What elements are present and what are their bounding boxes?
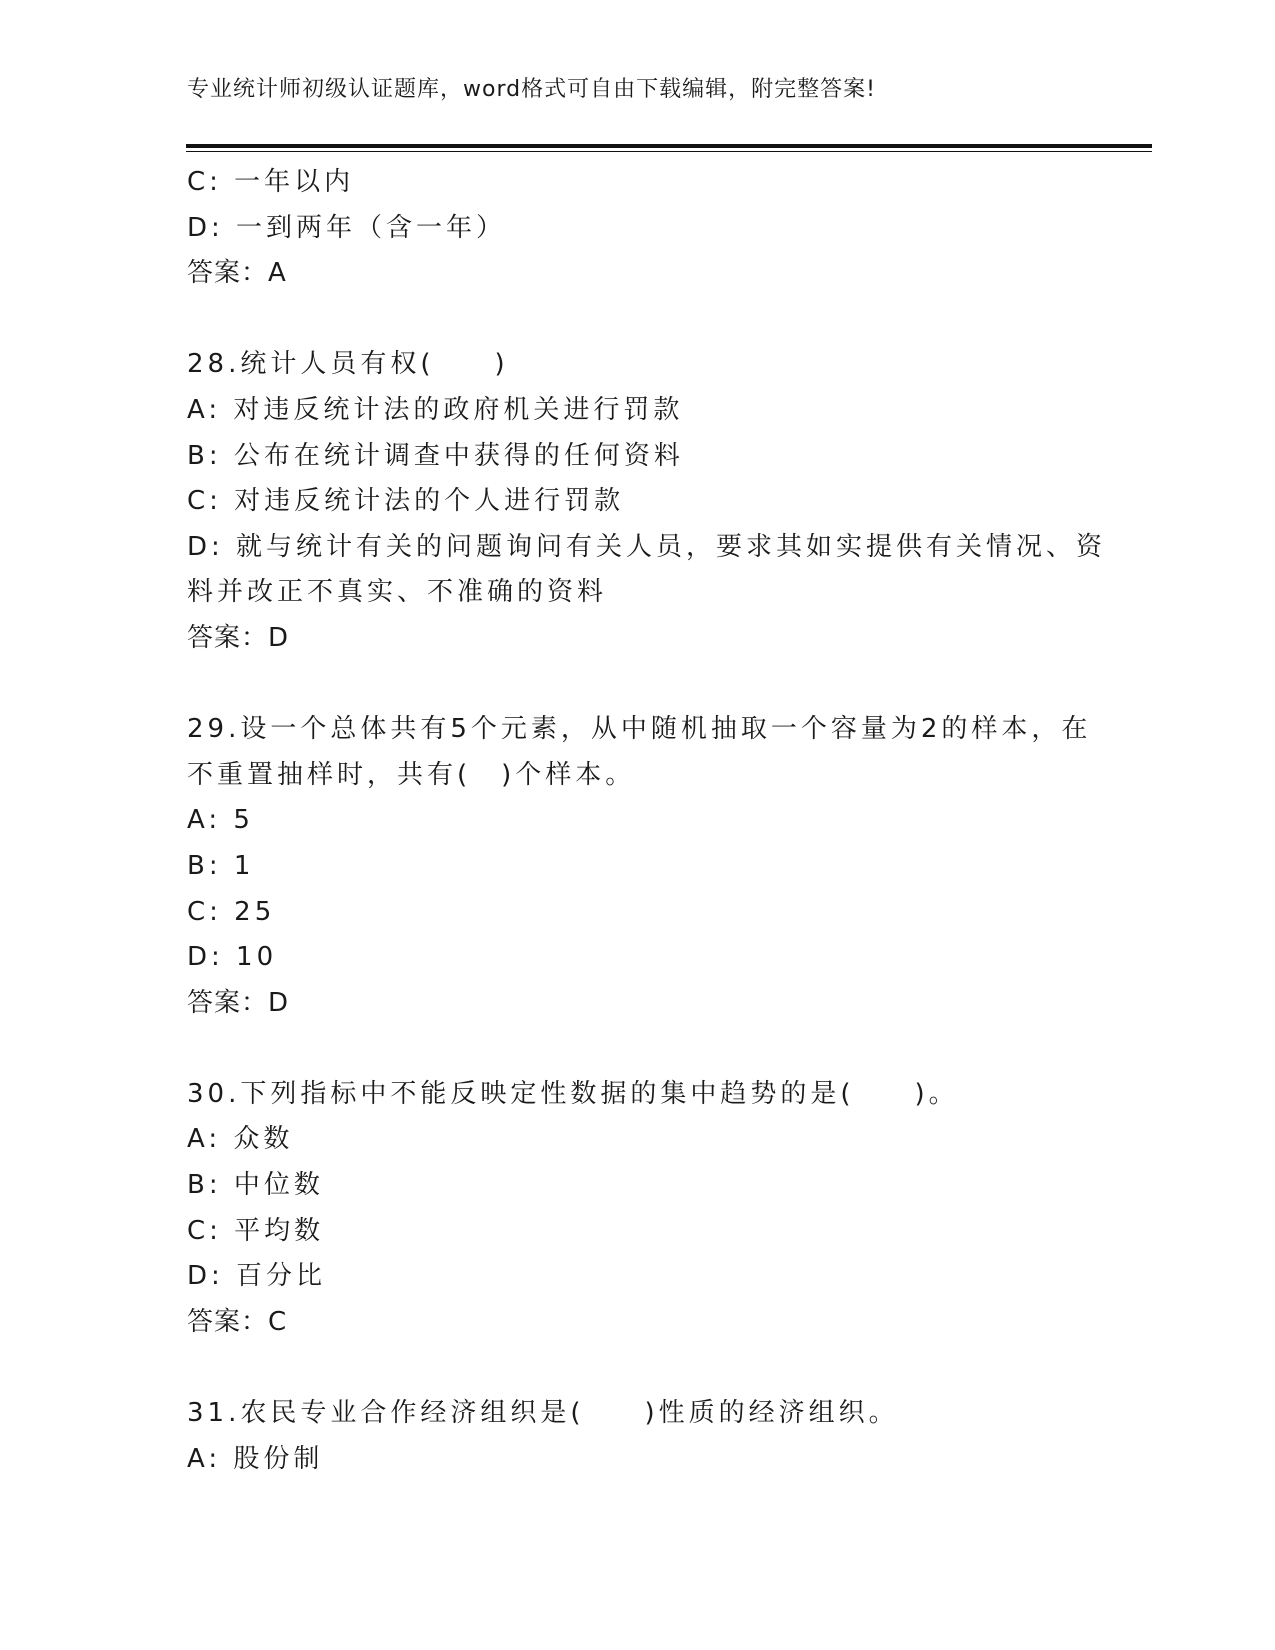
option-d: D: 10 bbox=[187, 942, 278, 973]
question-stem-continued: 不重置抽样时，共有( )个样本。 bbox=[187, 759, 636, 790]
option-a: A: 股份制 bbox=[187, 1443, 324, 1474]
header-rule-thick bbox=[186, 144, 1152, 148]
spacer bbox=[187, 297, 1087, 343]
option-c: C: 一年以内 bbox=[187, 167, 355, 197]
question-stem: 29.设一个总体共有5个元素，从中随机抽取一个容量为2的样本，在 bbox=[187, 714, 1092, 745]
option-a: A: 对违反统计法的政府机关进行罚款 bbox=[187, 394, 684, 425]
question-block bbox=[187, 1072, 1087, 1346]
document-header: 专业统计师初级认证题库，word格式可自由下载编辑，附完整答案! bbox=[187, 77, 876, 102]
option-c: C: 平均数 bbox=[187, 1215, 325, 1246]
answer-line: 答案：D bbox=[187, 987, 290, 1018]
option-a: A: 5 bbox=[187, 805, 254, 836]
answer-line: 答案：C bbox=[187, 1306, 288, 1337]
option-b: B: 1 bbox=[187, 850, 255, 881]
option-a: A: 众数 bbox=[187, 1124, 294, 1155]
answer-line: 答案：D bbox=[187, 622, 290, 653]
option-d: D: 就与统计有关的问题询问有关人员，要求其如实提供有关情况、资 bbox=[187, 531, 1107, 562]
question-stem: 28.统计人员有权( ) bbox=[187, 349, 509, 380]
spacer bbox=[187, 1345, 1087, 1391]
option-d-continued: 料并改正不真实、不准确的资料 bbox=[187, 577, 608, 608]
spacer bbox=[187, 1026, 1087, 1072]
question-block bbox=[187, 1391, 1087, 1482]
header-rule-thin bbox=[186, 151, 1152, 152]
question-list bbox=[187, 160, 1107, 1482]
option-b: B: 公布在统计调查中获得的任何资料 bbox=[187, 440, 684, 471]
option-c: C: 对违反统计法的个人进行罚款 bbox=[187, 486, 625, 517]
option-c: C: 25 bbox=[187, 896, 276, 927]
spacer bbox=[187, 662, 1087, 708]
question-block bbox=[187, 160, 1087, 297]
question-stem: 31.农民专业合作经济组织是( )性质的经济组织。 bbox=[187, 1398, 899, 1429]
option-b: B: 中位数 bbox=[187, 1170, 324, 1201]
question-stem: 30.下列指标中不能反映定性数据的集中趋势的是( )。 bbox=[187, 1078, 959, 1109]
answer-line: 答案：A bbox=[187, 258, 287, 289]
option-d: D: 一到两年（含一年） bbox=[187, 212, 507, 243]
question-block bbox=[187, 707, 1092, 1026]
option-d: D: 百分比 bbox=[187, 1261, 327, 1292]
question-block bbox=[187, 342, 1107, 661]
